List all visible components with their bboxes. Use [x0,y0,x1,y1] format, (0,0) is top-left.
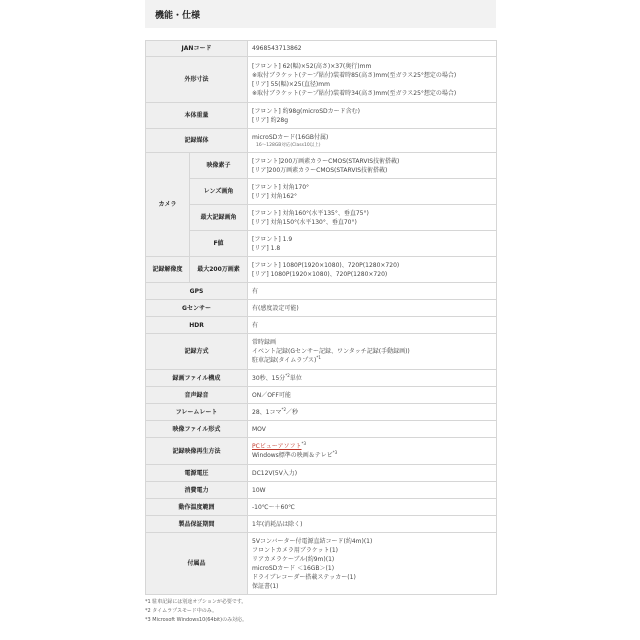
value-gps: 有 [248,283,497,300]
recmode-line-1: 常時録画 [252,339,277,346]
row-camera-lens [146,179,497,205]
spec-section [145,0,496,625]
accessory-1: 5Vコンバーター付電源直結コード(約4m)(1) [252,537,373,545]
spec-table [145,40,497,595]
size-line-1: [フロント] 62(幅)×52(高さ)×37(奥行)mm [252,62,372,70]
value-gsensor: 有(感度設定可能) [248,300,497,317]
label-resolution: 最大200万画素 [190,257,248,283]
row-size [146,57,497,103]
framerate-text-a: 28、1コマ [252,408,282,416]
label-recmode: 記録方式 [146,334,248,370]
group-resolution: 記録解像度 [146,257,190,283]
value-format: MOV [248,421,497,438]
framerate-text-b: ／秒 [286,408,299,416]
row-accessories [146,533,497,595]
row-gps [146,283,497,300]
playback-note-ref-1: *3 [301,441,307,446]
filesplit-text-b: 単位 [289,374,302,382]
footnote-2: *2 タイムラプスモード中のみ。 [145,608,218,614]
playback-line-2 [252,451,492,460]
value-warranty: 1年(消耗品は除く) [248,516,497,533]
value-size [248,57,497,103]
value-resolution [248,257,497,283]
row-weight [146,103,497,129]
row-format [146,421,497,438]
value-hdr: 有 [248,317,497,334]
recmode-line-2: イベント記録(Gセンサー記録、ワンタッチ記録(手動録画)) [252,348,410,355]
playback-line-2-text: Windows標準の映画＆テレビ [252,452,333,459]
row-audio [146,387,497,404]
row-filesplit [146,370,497,387]
value-filesplit [248,370,497,387]
lens-line-1: [フロント] 対角170° [252,183,310,191]
value-maxangle [248,205,497,231]
resolution-line-2: [リア] 1080P(1920×1080)、720P(1280×720) [252,270,388,278]
row-media [146,129,497,153]
lens-line-2: [リア] 対角162° [252,192,298,200]
value-jan: 4968543713862 [248,41,497,57]
accessory-2: フロントカメラ用ブラケット(1) [252,546,339,554]
row-camera-sensor [146,153,497,179]
value-lens [248,179,497,205]
label-filesplit: 録画ファイル構成 [146,370,248,387]
sensor-line-1: [フロント]200万画素カラーCMOS(STARVIS技術搭載) [252,157,400,165]
value-accessories [248,533,497,595]
weight-line-1: [フロント] 約98g(microSDカード含む) [252,107,360,115]
playback-line-1 [252,442,492,451]
label-format: 映像ファイル形式 [146,421,248,438]
resolution-line-1: [フロント] 1080P(1920×1080)、720P(1280×720) [252,261,400,269]
label-lens: レンズ画角 [190,179,248,205]
label-accessories: 付属品 [146,533,248,595]
row-camera-maxangle [146,205,497,231]
value-consumption: 10W [248,482,497,499]
media-line-1: microSDカード(16GB付属) [252,133,329,141]
row-power [146,465,497,482]
pc-viewer-link[interactable]: PCビューアソフト [252,443,302,450]
label-audio: 音声録音 [146,387,248,404]
label-warranty: 製品保証期間 [146,516,248,533]
footnote-3: *3 Microsoft Windows10(64bit)のみ対応。 [145,617,248,623]
recmode-line-3 [252,356,492,365]
label-fvalue: F値 [190,231,248,257]
label-temp: 動作温度範囲 [146,499,248,516]
label-sensor: 映像素子 [190,153,248,179]
accessory-3: リアカメラケーブル(約9m)(1) [252,555,335,563]
weight-line-2: [リア] 約28g [252,116,289,124]
section-title-bar [145,0,496,28]
label-hdr: HDR [146,317,248,334]
row-warranty [146,516,497,533]
accessory-4: microSDカード ＜16GB＞(1) [252,564,335,572]
value-sensor [248,153,497,179]
label-size: 外形寸法 [146,57,248,103]
row-resolution [146,257,497,283]
recmode-note-ref: *1 [316,355,321,360]
label-playback: 記録映像再生方法 [146,438,248,465]
value-fvalue [248,231,497,257]
label-consumption: 消費電力 [146,482,248,499]
group-camera: カメラ [146,153,190,257]
row-recmode [146,334,497,370]
sensor-line-2: [リア]200万画素カラーCMOS(STARVIS技術搭載) [252,166,388,174]
label-gps: GPS [146,283,248,300]
label-gsensor: Gセンサー [146,300,248,317]
filesplit-text-a: 30秒、15分 [252,374,286,382]
value-weight [248,103,497,129]
framerate-note-ref: *2 [281,406,286,412]
row-playback [146,438,497,465]
value-framerate [248,404,497,421]
label-framerate: フレームレート [146,404,248,421]
fvalue-line-2: [リア] 1.8 [252,244,281,252]
value-power: DC12V(5V入力) [248,465,497,482]
value-media [248,129,497,153]
row-camera-fvalue [146,231,497,257]
size-line-3: [リア] 55(幅)×25(直径)mm [252,80,330,88]
row-jan [146,41,497,57]
label-weight: 本体重量 [146,103,248,129]
accessory-6: 保証書(1) [252,582,279,590]
footnotes [145,598,496,625]
recmode-line-3-text: 駐車記録(タイムラプス) [252,357,317,364]
page-title: 機能・仕様 [155,10,201,21]
value-temp: -10℃～＋60℃ [248,499,497,516]
label-maxangle: 最大記録画角 [190,205,248,231]
media-line-2: 16〜128GB対応(Class10以上) [256,142,321,148]
accessory-5: ドライブレコーダー搭載ステッカー(1) [252,573,356,581]
row-hdr [146,317,497,334]
size-line-2: ※取付ブラケット(テープ貼付)装着時85(高さ)mm(至ガラス25°想定の場合) [252,71,457,79]
row-consumption [146,482,497,499]
maxangle-line-1: [フロント] 対角160°(水平135°、垂直75°) [252,209,369,217]
row-framerate [146,404,497,421]
playback-note-ref-2: *3 [332,450,338,455]
filesplit-note-ref: *2 [285,372,290,378]
value-audio: ON／OFF可能 [248,387,497,404]
row-gsensor [146,300,497,317]
label-jan: JANコード [146,41,248,57]
fvalue-line-1: [フロント] 1.9 [252,235,293,243]
label-power: 電源電圧 [146,465,248,482]
size-line-4: ※取付ブラケット(テープ貼付)装着時34(高さ)mm(至ガラス25°想定の場合) [252,89,457,97]
footnote-1: *1 駐車記録には別途オプションが必要です。 [145,599,247,605]
maxangle-line-2: [リア] 対角150°(水平130°、垂直70°) [252,218,357,226]
label-media: 記録媒体 [146,129,248,153]
value-playback [248,438,497,465]
row-temp [146,499,497,516]
value-recmode [248,334,497,370]
